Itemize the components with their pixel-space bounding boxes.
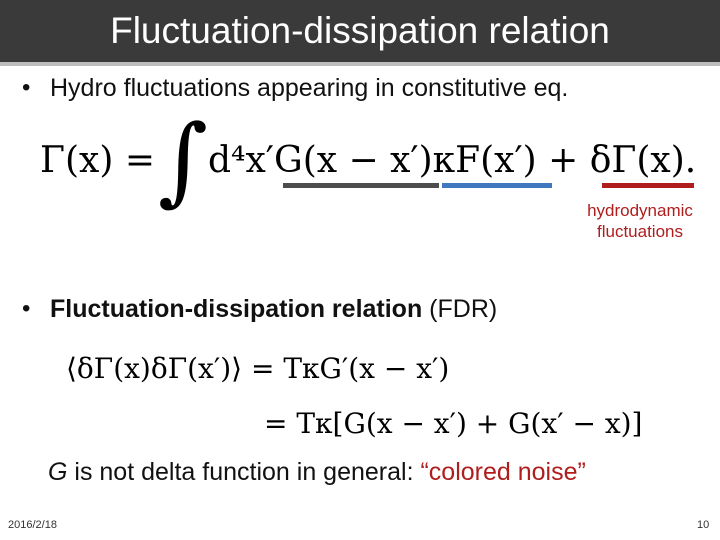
colored-noise-quote: “colored noise” (420, 458, 586, 486)
underline-blue (442, 183, 552, 188)
annotation-hydrodynamic-fluctuations (560, 200, 720, 242)
bullet-fdr (22, 295, 497, 324)
bullet-fdr-rest: (FDR) (422, 295, 498, 323)
colored-noise-statement (48, 458, 586, 487)
symbol-g: G (48, 458, 68, 486)
underline-red (602, 183, 694, 188)
annotation-line-1: hydrodynamic (587, 201, 693, 220)
equation-constitutive-lhs: Γ(x) = (40, 140, 155, 181)
integral-sign: ∫ (158, 104, 209, 216)
annotation-line-2: fluctuations (597, 222, 683, 241)
colored-noise-middle: is not delta function in general: (67, 458, 421, 486)
bullet-dot-icon: • (22, 295, 31, 322)
bullet-text: Hydro fluctuations appearing in constitutive eq. (50, 74, 569, 102)
equation-fdr-line-2: = Tκ[G(x − x′) + G(x′ − x)] (264, 407, 643, 440)
equation-constitutive-rhs: d⁴x′G(x − x′)κF(x′) + δΓ(x). (208, 140, 697, 181)
bullet-hydro-fluctuations (22, 74, 568, 103)
slide-title: Fluctuation-dissipation relation (110, 10, 610, 51)
footer-date: 2016/2/18 (8, 519, 57, 531)
underline-gray (283, 183, 439, 188)
bullet-fdr-bold: Fluctuation-dissipation relation (50, 295, 423, 323)
footer-page-number: 10 (697, 519, 710, 531)
bullet-dot-icon: • (22, 74, 31, 101)
title-bar (0, 0, 720, 66)
equation-fdr-line-1: ⟨δΓ(x)δΓ(x′)⟩ = TκG′(x − x′) (66, 352, 450, 385)
